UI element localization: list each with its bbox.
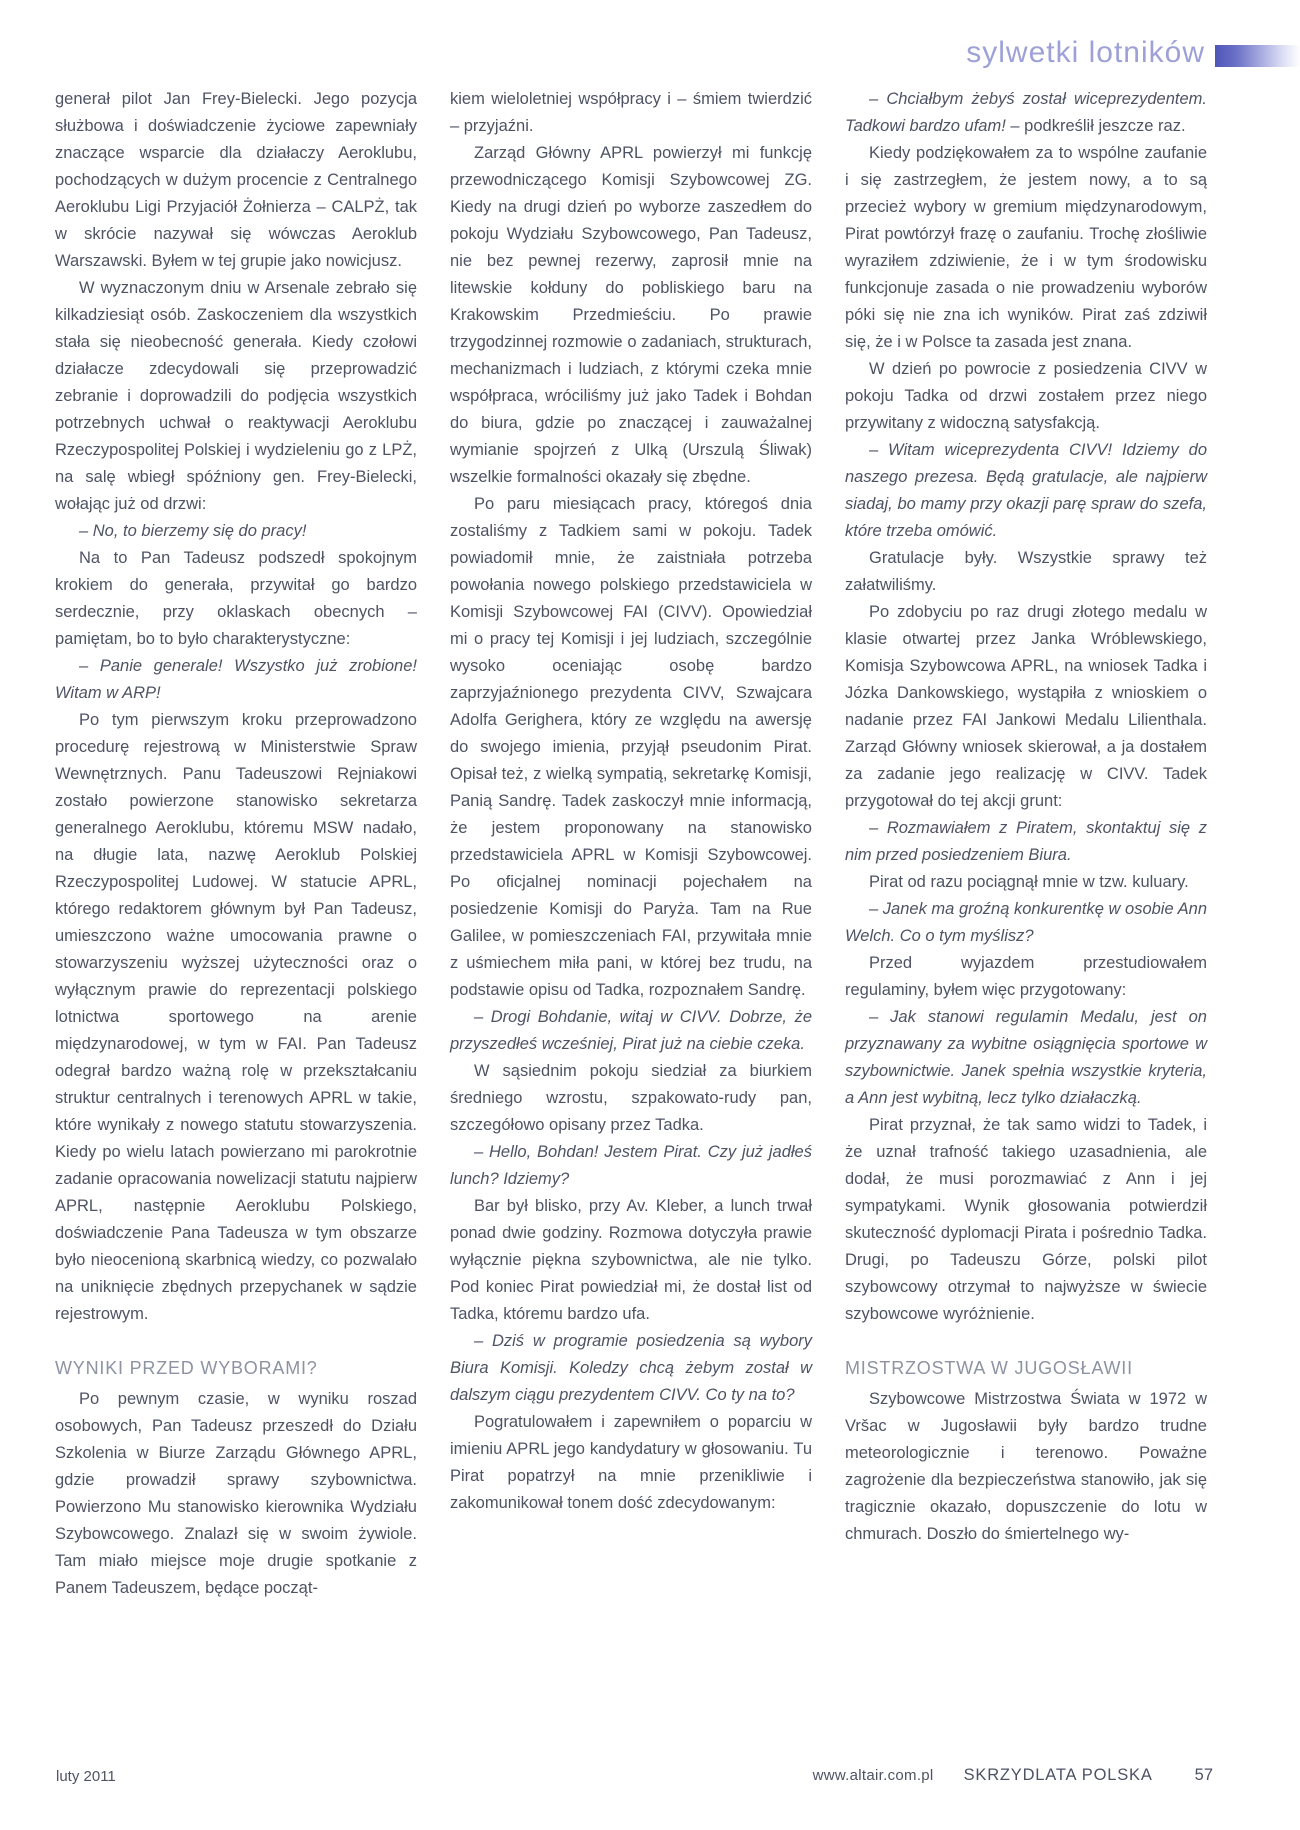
header-accent-bar — [1215, 45, 1300, 67]
paragraph: – Panie generale! Wszystko już zrobione! Witam w ARP! — [55, 657, 417, 702]
paragraph: kiem wieloletniej współpracy i – śmiem twierdzić – przyjaźni. — [450, 90, 812, 135]
section-heading: MISTRZOSTWA W JUGOSŁAWII — [845, 1358, 1133, 1378]
footer-issue-date: luty 2011 — [56, 1768, 116, 1785]
paragraph: Po zdobyciu po raz drugi złotego medalu w klasie otwartej przez Janka Wróblewskiego, Komisja Szybowcowa APRL, na wniosek Tadka i Józka Dankowskiego, wystąpiła z wnioskiem o nadanie przez FAI Jankowi Medalu Lilienthala. Zarząd Główny wniosek skierował, a ja dostałem za zadanie jego realizację w CIVV. Tadek przygotował do tej akcji grunt: — [845, 603, 1207, 810]
section-heading: WYNIKI PRZED WYBORAMI? — [55, 1358, 318, 1378]
paragraph: Po pewnym czasie, w wyniku roszad osobowych, Pan Tadeusz przeszedł do Działu Szkolenia w Biurze Zarządu Głównego APRL, gdzie prowadził sprawy szybownictwa. Powierzono Mu stanowisko kierownika Wydziału Szybowcowego. Znalazł się w swoim żywiole. Tam miało miejsce moje drugie spotkanie z Panem Tadeuszem, będące począt- — [55, 1390, 417, 1597]
article-body — [55, 86, 1207, 1602]
paragraph: – Rozmawiałem z Piratem, skontaktuj się z nim przed posiedzeniem Biura. — [845, 819, 1207, 864]
paragraph: – Dziś w programie posiedzenia są wybory Biura Komisji. Koledzy chcą żebym został w dalszym ciągu prezydentem CIVV. Co ty na to? — [450, 1332, 812, 1404]
paragraph: Pogratulowałem i zapewniłem o poparciu w imieniu APRL jego kandydatury w głosowaniu. Tu Pirat popatrzył na mnie przenikliwie i zakomunikował tonem dość zdecydowanym: — [450, 1413, 812, 1512]
paragraph: Pirat przyznał, że tak samo widzi to Tadek, i że uznał trafność takiego uzasadnienia, ale dodał, że musi porozmawiać z Ann i jej sympatykami. Wynik głosowania potwierdził skuteczność dyplomacji Pirata i pośrednio Tadka. Drugi, po Tadeuszu Górze, polski pilot szybowcowy otrzymał to najwyższe w świecie szybowcowe wyróżnienie. — [845, 1116, 1207, 1323]
paragraph: – No, to bierzemy się do pracy! — [79, 522, 307, 540]
paragraph: Gratulacje były. Wszystkie sprawy też załatwiliśmy. — [845, 549, 1207, 594]
paragraph: Zarząd Główny APRL powierzył mi funkcję przewodniczącego Komisji Szybowcowej ZG. Kiedy na drugi dzień po wyborze zaszedłem do pokoju Wydziału Szybowcowego, Pan Tadeusz, nie bez pewnej rezerwy, zaprosił mnie na litewskie kołduny do pobliskiego baru na Krakowskim Przedmieściu. Po prawie trzygodzinnej rozmowie o zadaniach, strukturach, mechanizmach i ludziach, z którymi czeka mnie współpraca, wróciliśmy już jako Tadek i Bohdan do biura, gdzie po znaczącej i zauważalnej wymianie spojrzeń z Ulką (Urszulą Śliwak) wszelkie formalności okazały się zbędne. — [450, 144, 812, 486]
paragraph: – Chciałbym żebyś został wiceprezydentem. Tadkowi bardzo ufam! – podkreślił jeszcze raz. — [845, 90, 1207, 135]
paragraph: W dzień po powrocie z posiedzenia CIVV w pokoju Tadka od drzwi zostałem przez niego przywitany z widoczną satysfakcją. — [845, 360, 1207, 432]
paragraph: Po tym pierwszym kroku przeprowadzono procedurę rejestrową w Ministerstwie Spraw Wewnętrznych. Panu Tadeuszowi Rejniakowi zostało powierzone stanowisko sekretarza generalnego Aeroklubu, któremu MSW nadało, na długie lata, nazwę Aeroklub Polskiej Rzeczypospolitej Ludowej. W statucie APRL, którego redaktorem głównym był Pan Tadeusz, umieszczono ważne umocowania prawne o stowarzyszeniu wyższej użyteczności oraz o wyłącznym prawie do reprezentacji polskiego lotnictwa sportowego na arenie międzynarodowej, w tym w FAI. Pan Tadeusz odegrał bardzo ważną rolę w przekształcaniu struktur centralnych i terenowych APRL w takie, które wynikały z nowego statutu stowarzyszenia. Kiedy po wielu latach powierzano mi parokrotnie zadanie opracowania nowelizacji statutu najpierw APRL, następnie Aeroklubu Polskiego, doświadczenie Pana Tadeusza w tym obszarze było nieocenioną skarbnicą wiedzy, co pozwalało na uniknięcie zbędnych przepychanek w sądzie rejestrowym. — [55, 711, 417, 1323]
footer-website: www.altair.com.pl — [812, 1767, 934, 1784]
paragraph: – Drogi Bohdanie, witaj w CIVV. Dobrze, że przyszedłeś wcześniej, Pirat już na ciebie czeka. — [450, 1008, 812, 1053]
page-title: sylwetki lotników — [966, 36, 1205, 69]
paragraph: – Janek ma groźną konkurentkę w osobie Ann Welch. Co o tym myślisz? — [845, 900, 1207, 945]
paragraph: – Jak stanowi regulamin Medalu, jest on przyznawany za wybitne osiągnięcia sportowe w szybownictwie. Janek spełnia wszystkie kryteria, a Ann jest wybitną, lecz tylko działaczką. — [845, 1008, 1207, 1107]
paragraph: Kiedy podziękowałem za to wspólne zaufanie i się zastrzegłem, że jestem nowy, a to są przecież wybory w gremium międzynarodowym, Pirat powtórzył frazę o zaufaniu. Trochę złośliwie wyraziłem zdziwienie, że i w tym środowisku funkcjonuje zasada o nie prowadzeniu wyborów póki się nie zna ich wyników. Pirat zaś zdziwił się, że i w Polsce ta zasada jest znana. — [845, 144, 1207, 351]
paragraph: Na to Pan Tadeusz podszedł spokojnym krokiem do generała, przywitał go bardzo serdecznie, przy oklaskach obecnych – pamiętam, bo to było charakterystyczne: — [55, 549, 417, 648]
paragraph: W wyznaczonym dniu w Arsenale zebrało się kilkadziesiąt osób. Zaskoczeniem dla wszystkich stała się nieobecność generała. Kiedy czołowi działacze zdecydowali się przeprowadzić zebranie i doprowadzili do podjęcia wszystkich potrzebnych uchwał o reaktywacji Aeroklubu Rzeczypospolitej Polskiej i wydzieleniu go z LPŻ, na salę wbiegł spóźniony gen. Frey-Bielecki, wołając już od drzwi: — [55, 279, 417, 513]
column-1 — [55, 86, 417, 1602]
column-3 — [845, 86, 1207, 1602]
paragraph: Szybowcowe Mistrzostwa Świata w 1972 w Vršac w Jugosławii były bardzo trudne meteorologicznie i terenowo. Poważne zagrożenie dla bezpieczeństwa stanowiło, jak się tragicznie okazało, dopuszczenie do lotu w chmurach. Doszło do śmiertelnego wy- — [845, 1390, 1207, 1543]
paragraph: Przed wyjazdem przestudiowałem regulaminy, byłem więc przygotowany: — [845, 954, 1207, 999]
paragraph: Po paru miesiącach pracy, któregoś dnia zostaliśmy z Tadkiem sami w pokoju. Tadek powiadomił mnie, że zaistniała potrzeba powołania nowego polskiego przedstawiciela w Komisji Szybowcowej FAI (CIVV). Opowiedział mi o pracy tej Komisji i jej ludziach, szczególnie wysoko oceniając osobę bardzo zaprzyjaźnionego prezydenta CIVV, Szwajcara Adolfa Gerighera, który ze względu na awersję do swojego imienia, przyjął pseudonim Pirat. Opisał też, z wielką sympatią, sekretarkę Komisji, Panią Sandrę. Tadek zaskoczył mnie informacją, że jestem proponowany na stanowisko przedstawiciela APRL w Komisji Szybowcowej. Po oficjalnej nominacji pojechałem na posiedzenie Komisji do Paryża. Tam na Rue Galilee, w pomieszczeniach FAI, przywitała mnie z uśmiechem miła pani, w której bez trudu, na podstawie opisu od Tadka, rozpoznałem Sandrę. — [450, 495, 812, 999]
paragraph: W sąsiednim pokoju siedział za biurkiem średniego wzrostu, szpakowato-rudy pan, szczegółowo opisany przez Tadka. — [450, 1062, 812, 1134]
footer-right — [813, 1766, 1213, 1785]
column-2 — [450, 86, 812, 1602]
paragraph: – Witam wiceprezydenta CIVV! Idziemy do naszego prezesa. Będą gratulacje, ale najpierw siadaj, bo mamy przy okazji parę spraw do szefa, które trzeba omówić. — [845, 441, 1207, 540]
paragraph: Pirat od razu pociągnął mnie w tzw. kuluary. — [869, 873, 1189, 891]
paragraph: – Hello, Bohdan! Jestem Pirat. Czy już jadłeś lunch? Idziemy? — [450, 1143, 812, 1188]
paragraph: Bar był blisko, przy Av. Kleber, a lunch trwał ponad dwie godziny. Rozmowa dotyczyła prawie wyłącznie piękna szybownictwa, ale nie tylko. Pod koniec Pirat powiedział mi, że dostał list od Tadka, któremu bardzo ufa. — [450, 1197, 812, 1323]
paragraph: generał pilot Jan Frey-Bielecki. Jego pozycja służbowa i doświadczenie życiowe zapewniały znaczące wsparcie dla działaczy Aeroklubu, pochodzących w dużym procencie z Centralnego Aeroklubu Ligi Przyjaciół Żołnierza – CALPŻ, tak w skrócie nazywał się wówczas Aeroklub Warszawski. Byłem w tej grupie jako nowicjusz. — [55, 90, 417, 270]
footer-page-number: 57 — [1194, 1766, 1213, 1784]
footer-magazine-name: SKRZYDLATA POLSKA — [963, 1766, 1153, 1784]
